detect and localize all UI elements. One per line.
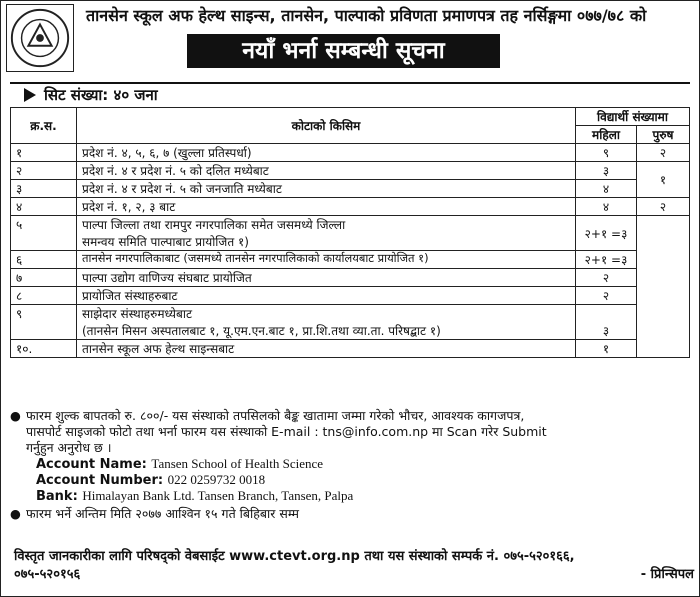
footer-phone: ०७५-५२०१५६ (14, 567, 81, 582)
deadline-text: फारम भर्ने अन्तिम मिति २०७७ आश्विन १५ गते बिहिबार सम्म (26, 506, 300, 521)
table-row (11, 198, 690, 216)
bank-value: Himalayan Bank Ltd. Tansen Branch, Tansen, Palpa (82, 488, 354, 503)
fee-note-line1: फारम शुल्क बापतको रु. ८००/- यस संस्थाको तपसिलको बैङ्क खातामा जम्मा गरेको भौचर, आवश्यक कागजपत्र, (26, 408, 525, 423)
row-quota-line1: साझेदार संस्थाहरुमध्येबाट (82, 307, 193, 321)
account-name (10, 456, 692, 472)
table-row (11, 144, 690, 162)
row-female: ४ (576, 180, 637, 198)
account-name-value: Tansen School of Health Science (151, 456, 324, 471)
footer-bottom (14, 566, 694, 584)
row-quota: पाल्पा उद्योग वाणिज्य संघबाट प्रायोजित (77, 269, 576, 287)
col-header-quota: कोटाको किसिम (77, 108, 576, 144)
row-quota: प्रदेश नं. १, २, ३ बाट (77, 198, 576, 216)
bullet-icon: ● (10, 506, 21, 521)
bank-name (10, 488, 692, 504)
row-quota: तानसेन स्कूल अफ हेल्थ साइन्सबाट (77, 340, 576, 358)
footer-contact-line: विस्तृत जानकारीका लागि परिषद्को वेबसाईट www.ctevt.org.np तथा यस संस्थाको सम्पर्क नं. ०७५-५२०१६६, (14, 549, 575, 564)
row-female: २+१ =३ (576, 216, 637, 251)
row-sn: ६ (11, 251, 77, 269)
row-quota-line1: पाल्पा जिल्ला तथा रामपुर नगरपालिका समेत जसमध्ये जिल्ला (82, 218, 346, 232)
row-sn: ७ (11, 269, 77, 287)
row-sn: ८ (11, 287, 77, 305)
row-quota-line2: (तानसेन मिसन अस्पतालबाट १, यू.एम.एन.बाट १, प्रा.शि.तथा व्या.ता. परिषद्बाट १) (82, 324, 441, 338)
account-number (10, 472, 692, 488)
row-sn: ४ (11, 198, 77, 216)
principal-signature: - प्रिन्सिपल (640, 567, 694, 582)
row-female: २+१ =३ (576, 251, 637, 269)
col-header-male: पुरुष (637, 126, 690, 144)
row-female: ९ (576, 144, 637, 162)
notes-section (10, 408, 692, 522)
seat-count-label: सिट संख्या: ४० जना (44, 86, 158, 104)
table-row (11, 305, 690, 340)
bullet-icon: ● (10, 408, 21, 423)
row-female: २ (576, 269, 637, 287)
page-title: तानसेन स्कूल अफ हेल्थ साइन्स, तानसेन, पाल्पाको प्रविणता प्रमाणपत्र तह नर्सिङ्गमा ०७७/७८ को (86, 6, 647, 25)
row-sn: ५ (11, 216, 77, 251)
account-number-label: Account Number: (36, 473, 164, 488)
row-sn: ३ (11, 180, 77, 198)
row-female: ३ (576, 305, 637, 340)
row-male: १ (637, 162, 690, 198)
row-quota (77, 216, 576, 251)
row-quota: प्रदेश नं. ४ र प्रदेश नं. ५ को दलित मध्येबाट (77, 162, 576, 180)
col-header-sn: क्र.स. (11, 108, 77, 144)
row-quota: प्रदेश नं. ४ र प्रदेश नं. ५ को जनजाति मध्येबाट (77, 180, 576, 198)
row-male: २ (637, 144, 690, 162)
table-row (11, 340, 690, 358)
table-row (11, 287, 690, 305)
col-header-students: विद्यार्थी संख्यामा (576, 108, 690, 126)
row-quota: प्रायोजित संस्थाहरुबाट (77, 287, 576, 305)
row-female: १ (576, 340, 637, 358)
table-row (11, 216, 690, 251)
row-quota-line2: समन्वय समिति पाल्पाबाट प्रायोजित १) (82, 235, 249, 249)
fee-note (10, 408, 692, 456)
row-female: ४ (576, 198, 637, 216)
account-name-label: Account Name: (36, 457, 147, 472)
row-quota: प्रदेश नं. ४, ५, ६, ७ (खुल्ला प्रतिस्पर्धा) (77, 144, 576, 162)
bank-label: Bank: (36, 489, 78, 504)
triangle-bullet-icon (24, 88, 36, 102)
row-female: ३ (576, 162, 637, 180)
account-number-value: 022 0259732 0018 (167, 472, 266, 487)
row-sn: ९ (11, 305, 77, 340)
row-sn: १ (11, 144, 77, 162)
row-sn: २ (11, 162, 77, 180)
fee-note-line3: गर्नुहुन अनुरोध छ । (26, 440, 112, 455)
footer (14, 548, 694, 584)
col-header-female: महिला (576, 126, 637, 144)
fee-note-line2: पासपोर्ट साइजको फोटो तथा भर्ना फारम यस संस्थाको E-mail : tns@info.com.np मा Scan गरेर Submit (26, 424, 547, 439)
row-sn: १०. (11, 340, 77, 358)
table-row (11, 251, 690, 269)
school-logo-icon (6, 4, 74, 72)
deadline-note (10, 506, 692, 522)
table-row (11, 269, 690, 287)
row-quota: तानसेन नगरपालिकाबाट (जसमध्ये तानसेन नगरपालिकाको कार्यालयबाट प्रायोजित १) (77, 251, 576, 269)
seat-count (10, 82, 690, 106)
row-male-empty (637, 216, 690, 358)
row-quota (77, 305, 576, 340)
quota-table (10, 107, 690, 358)
notice-banner: नयाँ भर्ना सम्बन्धी सूचना (187, 34, 500, 68)
table-row (11, 180, 690, 198)
table-row (11, 162, 690, 180)
row-male: २ (637, 198, 690, 216)
row-female: २ (576, 287, 637, 305)
